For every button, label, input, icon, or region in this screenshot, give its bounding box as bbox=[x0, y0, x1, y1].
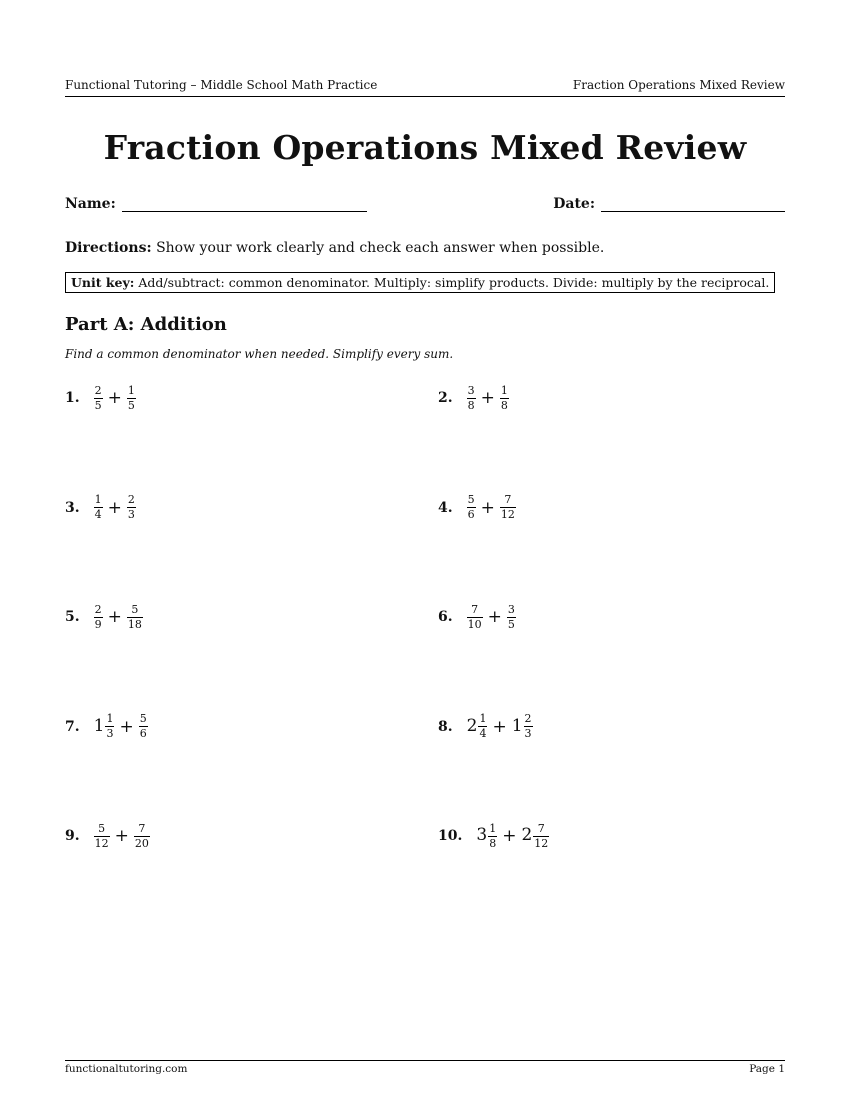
second-term-denominator: 8 bbox=[500, 398, 508, 412]
problem-4 bbox=[438, 491, 516, 525]
second-term-fraction bbox=[533, 823, 549, 850]
first-term-fraction bbox=[478, 713, 487, 740]
directions-text: Show your work clearly and check each answer when possible. bbox=[156, 240, 605, 256]
unit-key-box bbox=[65, 272, 775, 293]
unit-key-text: Add/subtract: common denominator. Multiply: simplify products. Divide: multiply by the reciprocal. bbox=[138, 275, 770, 290]
second-term-denominator: 5 bbox=[507, 617, 515, 631]
operator: + bbox=[119, 716, 134, 737]
problem-expression bbox=[467, 604, 516, 631]
first-term-fraction bbox=[488, 823, 497, 850]
problem-expression bbox=[467, 494, 516, 521]
problem-number: 6. bbox=[438, 609, 453, 625]
page-header bbox=[65, 78, 785, 97]
first-term-numerator: 7 bbox=[471, 602, 479, 616]
first-term-numerator: 1 bbox=[106, 712, 114, 725]
page-footer bbox=[65, 1060, 785, 1075]
first-term bbox=[94, 385, 103, 412]
second-term-denominator: 12 bbox=[534, 836, 549, 850]
first-term-numerator: 1 bbox=[94, 493, 102, 506]
second-term-numerator: 5 bbox=[131, 602, 139, 616]
problem-number: 5. bbox=[65, 609, 80, 625]
problem-6 bbox=[438, 600, 516, 634]
first-term-numerator: 3 bbox=[467, 383, 475, 397]
first-term-numerator: 5 bbox=[98, 821, 106, 835]
first-term bbox=[467, 494, 476, 521]
student-fields bbox=[65, 196, 785, 220]
second-term bbox=[500, 494, 516, 521]
first-term bbox=[94, 494, 103, 521]
second-term bbox=[512, 713, 533, 740]
second-term-whole: 2 bbox=[521, 825, 533, 845]
second-term-whole: 1 bbox=[511, 715, 523, 736]
section-title: Part A: Addition bbox=[65, 314, 227, 335]
first-term bbox=[94, 604, 103, 631]
second-term-numerator: 5 bbox=[139, 712, 147, 725]
directions bbox=[65, 240, 604, 256]
first-term-denominator: 5 bbox=[94, 398, 102, 412]
first-term-numerator: 1 bbox=[479, 712, 487, 725]
second-term bbox=[127, 494, 136, 521]
page-title: Fraction Operations Mixed Review bbox=[103, 128, 747, 167]
first-term-denominator: 12 bbox=[94, 836, 109, 850]
first-term-denominator: 4 bbox=[94, 508, 102, 521]
date-field bbox=[553, 196, 785, 212]
first-term-fraction bbox=[467, 385, 476, 412]
second-term-denominator: 3 bbox=[127, 508, 135, 521]
first-term-numerator: 2 bbox=[94, 602, 102, 616]
date-blank-line[interactable] bbox=[601, 197, 785, 212]
problem-10 bbox=[438, 819, 549, 853]
first-term-fraction bbox=[94, 604, 103, 631]
operator: + bbox=[107, 607, 122, 627]
date-label: Date: bbox=[553, 196, 595, 212]
problem-2 bbox=[438, 381, 509, 415]
first-term bbox=[467, 385, 476, 412]
second-term-numerator: 1 bbox=[500, 383, 508, 397]
first-term-fraction bbox=[94, 823, 110, 850]
second-term-fraction bbox=[127, 494, 136, 521]
second-term bbox=[127, 385, 136, 412]
unit-key-label: Unit key: bbox=[71, 275, 135, 290]
page-number: Page 1 bbox=[749, 1063, 785, 1075]
problem-number: 9. bbox=[65, 828, 80, 844]
first-term-numerator: 1 bbox=[489, 821, 497, 835]
operator: + bbox=[107, 388, 122, 408]
problem-5 bbox=[65, 600, 143, 634]
operator: + bbox=[502, 826, 517, 846]
first-term-fraction bbox=[467, 494, 476, 521]
second-term-fraction bbox=[134, 823, 150, 850]
problem-1 bbox=[65, 381, 136, 415]
second-term bbox=[134, 823, 150, 850]
problem-7 bbox=[65, 710, 148, 744]
problem-number: 8. bbox=[438, 718, 453, 735]
second-term-numerator: 7 bbox=[537, 821, 545, 835]
problem-8 bbox=[438, 710, 533, 744]
second-term-fraction bbox=[524, 713, 533, 740]
problem-9 bbox=[65, 819, 150, 853]
first-term-denominator: 4 bbox=[479, 727, 487, 740]
operator: + bbox=[107, 497, 122, 518]
second-term-denominator: 3 bbox=[524, 727, 532, 740]
name-field bbox=[65, 196, 367, 212]
name-label: Name: bbox=[65, 196, 116, 212]
first-term-fraction bbox=[105, 713, 114, 740]
problem-expression bbox=[467, 713, 533, 740]
directions-label: Directions: bbox=[65, 240, 152, 256]
section-instructions: Find a common denominator when needed. Simplify every sum. bbox=[65, 347, 454, 361]
second-term-fraction bbox=[127, 604, 143, 631]
operator: + bbox=[492, 716, 507, 737]
second-term-fraction bbox=[500, 494, 516, 521]
problem-expression bbox=[476, 823, 549, 850]
problem-expression bbox=[94, 494, 136, 521]
first-term-denominator: 8 bbox=[489, 836, 497, 850]
second-term-denominator: 5 bbox=[127, 398, 135, 412]
first-term-whole: 2 bbox=[466, 715, 478, 736]
problem-expression bbox=[94, 604, 143, 631]
operator: + bbox=[480, 388, 495, 408]
first-term-denominator: 8 bbox=[467, 398, 475, 412]
second-term-denominator: 6 bbox=[139, 727, 147, 740]
second-term bbox=[507, 604, 516, 631]
second-term-numerator: 7 bbox=[504, 493, 512, 506]
second-term-denominator: 12 bbox=[500, 508, 515, 521]
first-term-numerator: 2 bbox=[94, 383, 102, 397]
problem-3 bbox=[65, 491, 136, 525]
first-term bbox=[467, 713, 488, 740]
problem-number: 2. bbox=[438, 390, 453, 406]
problem-number: 4. bbox=[438, 499, 453, 516]
operator: + bbox=[487, 607, 502, 627]
first-term-whole: 3 bbox=[476, 825, 488, 845]
first-term-numerator: 5 bbox=[467, 493, 475, 506]
first-term-whole: 1 bbox=[93, 715, 105, 736]
problem-expression bbox=[94, 713, 148, 740]
first-term-fraction bbox=[467, 604, 483, 631]
first-term-denominator: 3 bbox=[106, 727, 114, 740]
second-term bbox=[139, 713, 148, 740]
second-term-fraction bbox=[500, 385, 509, 412]
problem-number: 3. bbox=[65, 499, 80, 516]
problem-number: 7. bbox=[65, 718, 80, 735]
second-term bbox=[500, 385, 509, 412]
operator: + bbox=[114, 826, 129, 846]
second-term-numerator: 2 bbox=[127, 493, 135, 506]
second-term-fraction bbox=[127, 385, 136, 412]
first-term-denominator: 10 bbox=[467, 617, 482, 631]
second-term-numerator: 2 bbox=[524, 712, 532, 725]
first-term-denominator: 9 bbox=[94, 617, 102, 631]
second-term-numerator: 1 bbox=[127, 383, 135, 397]
header-left-text: Functional Tutoring – Middle School Math Practice bbox=[65, 78, 378, 92]
first-term-fraction bbox=[94, 385, 103, 412]
second-term-denominator: 20 bbox=[134, 836, 149, 850]
name-blank-line[interactable] bbox=[122, 197, 367, 212]
second-term bbox=[127, 604, 143, 631]
first-term bbox=[476, 823, 497, 850]
problem-number: 10. bbox=[438, 828, 463, 844]
second-term-fraction bbox=[507, 604, 516, 631]
problem-expression bbox=[467, 385, 509, 412]
problem-number: 1. bbox=[65, 390, 80, 406]
footer-website: functionaltutoring.com bbox=[65, 1063, 188, 1075]
problem-expression bbox=[94, 823, 150, 850]
second-term-denominator: 18 bbox=[127, 617, 142, 631]
operator: + bbox=[480, 497, 495, 518]
first-term bbox=[94, 823, 110, 850]
first-term bbox=[94, 713, 115, 740]
second-term-numerator: 3 bbox=[507, 602, 515, 616]
header-right-text: Fraction Operations Mixed Review bbox=[572, 78, 785, 92]
second-term bbox=[521, 823, 549, 850]
problem-expression bbox=[94, 385, 136, 412]
first-term-denominator: 6 bbox=[467, 508, 475, 521]
first-term bbox=[467, 604, 483, 631]
second-term-numerator: 7 bbox=[138, 821, 146, 835]
first-term-fraction bbox=[94, 494, 103, 521]
second-term-fraction bbox=[139, 713, 148, 740]
